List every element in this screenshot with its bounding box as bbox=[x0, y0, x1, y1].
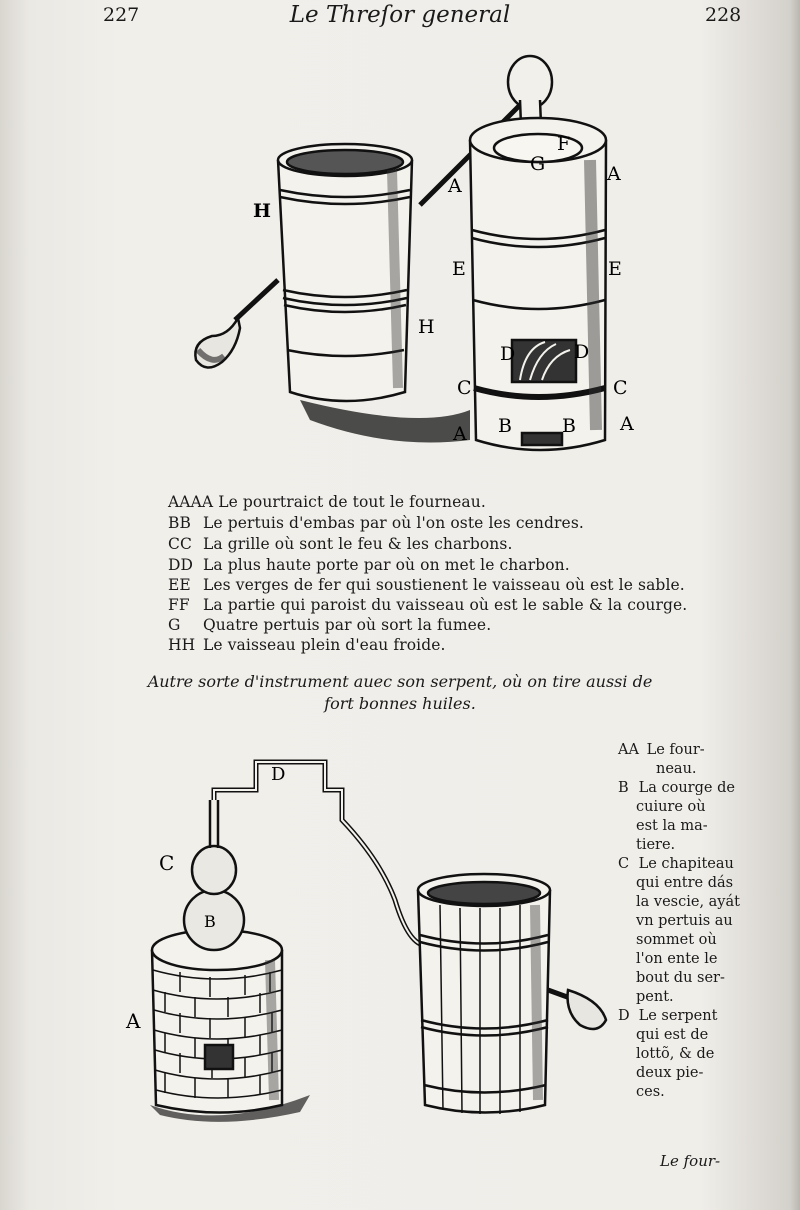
side-key-entry bbox=[618, 779, 740, 855]
side-key-entry bbox=[618, 1007, 740, 1102]
side-key-code: AA bbox=[618, 742, 639, 758]
side-key-line: sommet où bbox=[636, 932, 717, 948]
label-a3: A bbox=[453, 423, 467, 445]
label-b: B bbox=[204, 912, 216, 931]
side-key-line: la vescie, ayát bbox=[636, 894, 740, 910]
side-key-line: qui est de bbox=[636, 1027, 709, 1043]
key-text: Le pourtraict de tout le fourneau. bbox=[218, 493, 486, 511]
label-d: D bbox=[271, 764, 286, 785]
side-key-line: bout du ser- bbox=[636, 970, 725, 986]
side-key-line: Le chapiteau bbox=[638, 856, 734, 872]
key-text: La grille où sont le feu & les charbons. bbox=[203, 535, 513, 553]
side-key-line: qui entre dás bbox=[636, 875, 734, 891]
label-h2: H bbox=[418, 316, 435, 338]
side-key-line: La courge de bbox=[638, 780, 735, 796]
side-key-line: tiere. bbox=[636, 837, 676, 853]
side-key-line: lottõ, & de bbox=[636, 1046, 715, 1062]
side-key-line: ces. bbox=[636, 1084, 665, 1100]
side-key-line: deux pie- bbox=[636, 1065, 704, 1081]
subtitle-line-1: Autre sorte d'instrument auec son serpent, où on tire aussi de bbox=[147, 672, 653, 691]
catchword: Le four- bbox=[660, 1152, 721, 1170]
side-key-line: pent. bbox=[636, 989, 674, 1005]
key-code: HH bbox=[168, 636, 196, 654]
key-text: Le pertuis d'embas par où l'on oste les cendres. bbox=[203, 514, 584, 532]
side-key-line: l'on ente le bbox=[636, 951, 718, 967]
side-key-code: C bbox=[618, 856, 630, 872]
side-key-line: cuiure où bbox=[636, 799, 706, 815]
key-text: Les verges de fer qui soustienent le vaisseau où est le sable. bbox=[203, 576, 685, 594]
key-code: CC bbox=[168, 535, 192, 553]
side-key-entry bbox=[618, 741, 740, 779]
key-code: EE bbox=[168, 576, 191, 594]
side-key-line: neau. bbox=[656, 761, 697, 777]
label-a4: A bbox=[620, 413, 634, 435]
barrel bbox=[418, 874, 550, 1114]
key-code: DD bbox=[168, 556, 194, 574]
side-key bbox=[618, 741, 740, 1102]
label-d1: D bbox=[500, 343, 516, 365]
side-key-line: Le four- bbox=[646, 742, 705, 758]
key-code: AAAA bbox=[168, 493, 214, 511]
label-b2: B bbox=[562, 415, 576, 437]
label-h1: H bbox=[253, 200, 271, 222]
side-key-code: B bbox=[618, 780, 629, 796]
label-c2: C bbox=[613, 377, 628, 399]
label-e1: E bbox=[452, 258, 466, 280]
label-c: C bbox=[159, 851, 175, 875]
label-c1: C bbox=[457, 377, 472, 399]
label-d2: D bbox=[574, 341, 590, 363]
brick-furnace bbox=[152, 930, 282, 1113]
side-key-entry bbox=[618, 855, 740, 1007]
key-text: La plus haute porte par où on met le charbon. bbox=[203, 556, 570, 574]
label-a: A bbox=[126, 1009, 141, 1033]
key-text: Quatre pertuis par où sort la fumee. bbox=[203, 616, 492, 634]
label-e2: E bbox=[608, 258, 622, 280]
key-code: BB bbox=[168, 514, 191, 532]
key-code: G bbox=[168, 616, 181, 634]
label-g: G bbox=[530, 153, 546, 175]
subtitle-line-2: fort bonnes huiles. bbox=[324, 694, 476, 713]
running-title: Le Threſor general bbox=[289, 2, 511, 28]
key-text: La partie qui paroist du vaisseau où est le sable & la courge. bbox=[203, 596, 688, 614]
side-key-code: D bbox=[618, 1008, 630, 1024]
page-number-left: 227 bbox=[103, 4, 140, 26]
page-number-right: 228 bbox=[705, 4, 742, 26]
key-code: FF bbox=[168, 596, 190, 614]
side-key-line: est la ma- bbox=[636, 818, 708, 834]
side-key-line: vn pertuis au bbox=[636, 913, 733, 929]
label-a1: A bbox=[448, 175, 462, 197]
label-f: F bbox=[557, 133, 571, 155]
key-text: Le vaisseau plein d'eau froide. bbox=[203, 636, 446, 654]
label-a2: A bbox=[607, 163, 621, 185]
label-b1: B bbox=[498, 415, 512, 437]
side-key-line: Le serpent bbox=[638, 1008, 718, 1024]
